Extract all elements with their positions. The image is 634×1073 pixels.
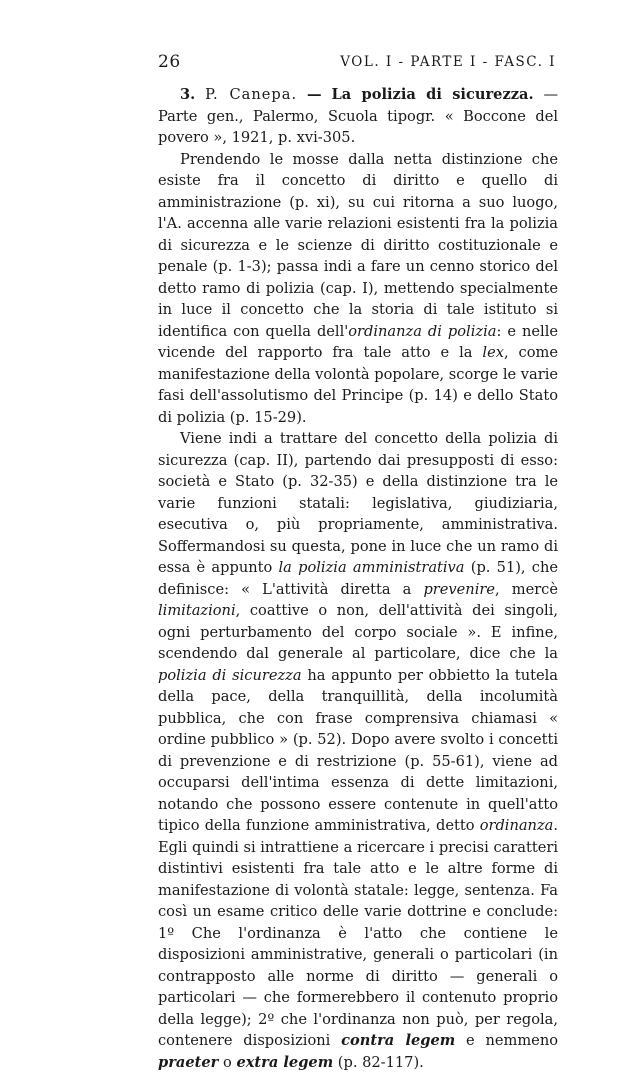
text-run: Prendendo le mosse dalla netta distinzione che esiste fra il concetto di diritto e quello di amministrazione (p. xi), su cui ritorna a suo luogo, l'A. accenna alle varie relazioni esistenti fra la polizia di sicurezza e le scienze di diritto costituzionale e penale (p. 1-3); passa indi a fare un cenno storico del detto ramo di polizia (cap. I), mettendo specialmente in luce il concetto che la storia di tale istituto si identifica con quella dell'	[158, 150, 558, 340]
italic-run: contra legem	[341, 1032, 456, 1049]
page-header	[158, 50, 556, 74]
entry-author: P. Canepa.	[205, 86, 298, 103]
running-head: VOL. I - PARTE I - FASC. I	[340, 54, 556, 70]
text-run: . Egli quindi si intrattiene a ricercare i precisi caratteri distintivi esistenti fra tale atto e le altre forme di manifestazione di volontà statale: legge, sentenza. Fa così un esame critico delle varie dottrine e conclude: 1º Che l'ordinanza è l'atto che contiene le disposizioni amministrative, generali o particolari (in contrapposto alle norme di diritto — generali o particolari — che formerebbero il contenuto proprio della legge); 2º che l'ordinanza non può, per regola, contenere disposizioni	[158, 817, 558, 1049]
italic-run: praeter	[158, 1053, 219, 1071]
text-run: e nemmeno	[455, 1032, 559, 1049]
entry-title: La polizia di sicurezza.	[331, 86, 534, 103]
italic-run: lex	[482, 344, 504, 361]
text-run: ha appunto per obbietto la tutela della pace, della tranquillità, della incolumità pubblica, che con frase comprensiva chiamasi « ordine pubblico » (p. 52). Dopo avere svolto i concetti di prevenzione e di restrizione (p. 55-61), viene ad occuparsi dell'intima essenza di dette limitazioni, notando che possono essere contenute in quell'atto tipico della funzione amministrativa, detto	[158, 666, 558, 834]
bibliographic-entry: 3. P. Canepa. — La polizia di sicurezza. — Parte gen., Palermo, Scuola tipogr. « Boccone del povero », 1921, p. xvi-305.	[158, 86, 559, 146]
text-run: Viene indi a trattare del concetto della polizia di sicurezza (cap. II), partendo dai presupposti di esso: società e Stato (p. 32-35) e della distinzione tra le varie funzioni statali: legislativa, giudiziaria, esecutiva o, più propriamente, amministrativa. Soffermandosi su questa, pone in luce che un ramo di essa è appunto	[158, 430, 558, 576]
paragraph-2	[158, 428, 558, 1073]
text-run: (p. 51), che definisce: « L'attività diretta a	[158, 559, 559, 598]
entry-biblio: — Parte gen., Palermo, Scuola tipogr. « Boccone del povero », 1921, p. xvi-305.	[158, 86, 559, 146]
page-body	[158, 84, 558, 1073]
italic-run: extra legem	[236, 1053, 334, 1071]
text-run: : e nelle vicende del rapporto fra tale atto e la	[158, 322, 559, 361]
page-number: 26	[158, 52, 181, 72]
italic-run: ordinanza	[479, 817, 554, 834]
text-run: (p. 82-117).	[333, 1053, 424, 1071]
text-run: o	[218, 1053, 237, 1071]
italic-run: prevenire	[423, 580, 495, 598]
text-run: , coattive o non, dell'attività dei singoli, ogni perturbamento del corpo sociale ». E infine, scendendo dal generale al particolare, dice che la	[158, 602, 558, 662]
text-run: , mercè	[494, 580, 558, 598]
text-run: , come manifestazione della volontà popolare, scorge le varie fasi dell'assolutismo del Principe (p. 14) e dello Stato di polizia (p. 15-29).	[158, 344, 558, 426]
entry-number: 3.	[180, 86, 196, 103]
paragraph-1	[158, 149, 558, 429]
italic-run: ordinanza di polizia	[348, 322, 497, 340]
italic-run: limitazioni	[158, 602, 236, 619]
italic-run: la polizia amministrativa	[278, 559, 465, 576]
italic-run: polizia di sicurezza	[158, 666, 302, 684]
